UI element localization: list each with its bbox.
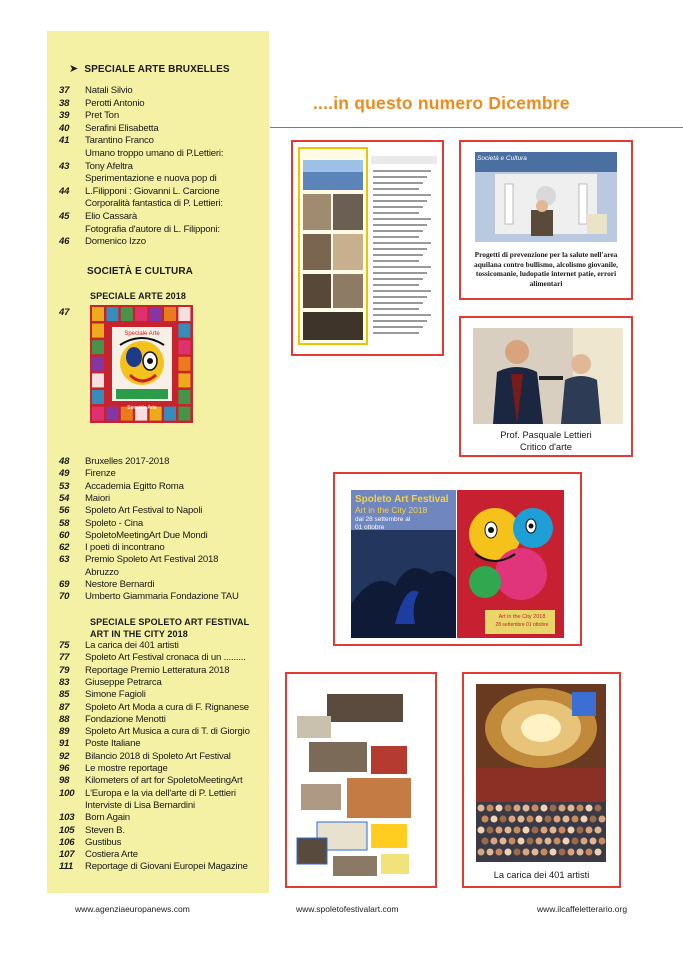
toc-entry-title: Spoleto Art Festival to Napoli	[85, 505, 203, 517]
toc-entry[interactable]	[59, 542, 165, 554]
toc-entry-title: Reportage di Giovani Europei Magazine	[85, 861, 248, 873]
toc-page-number: 58	[59, 517, 70, 529]
toc-entry-title: Nestore Bernardi	[85, 579, 155, 590]
toc-entry-title: Premio Spoleto Art Festival 2018	[85, 554, 219, 566]
toc-page-number: 44	[59, 185, 70, 197]
toc-entry-title: Simone Fagioli	[85, 689, 146, 701]
toc-entry[interactable]	[59, 640, 179, 652]
toc-entry[interactable]	[59, 763, 168, 775]
toc-page-number: 62	[59, 542, 70, 554]
poster-art	[90, 305, 193, 423]
toc-page-number: 96	[59, 763, 70, 774]
toc-entry-title: Umano troppo umano di P.Lettieri:	[85, 148, 224, 159]
section-header-bruxelles: ➤ SPECIALE ARTE BRUXELLES	[69, 63, 230, 75]
toc-entry-title: Natali Silvio	[85, 85, 133, 96]
toc-entry-title: Abruzzo	[85, 566, 119, 578]
toc-page-number: 69	[59, 579, 70, 590]
toc-page-number: 85	[59, 689, 70, 701]
footer-link-spoletofestivalart[interactable]: www.spoletofestivalart.com	[296, 904, 399, 914]
toc-page-number: 60	[59, 529, 70, 541]
toc-entry[interactable]	[59, 825, 125, 837]
toc-entry-title: Corporalità fantastica di P. Lettieri:	[85, 198, 223, 210]
panel-spoleto-festival[interactable]	[333, 472, 582, 646]
toc-entry-title: Interviste di Lisa Bernardini	[85, 799, 195, 811]
toc-page-number: 88	[59, 713, 70, 725]
svg-text:Speciale Arte: Speciale Arte	[127, 405, 157, 411]
toc-entry-poster[interactable]: 47	[59, 307, 70, 318]
toc-entry-title: Tony Afeltra	[85, 160, 133, 172]
toc-page-number: 83	[59, 676, 70, 688]
toc-entry-title: Domenico Izzo	[85, 236, 146, 248]
toc-entry[interactable]	[59, 161, 133, 173]
toc-entry[interactable]	[59, 726, 250, 738]
spread-image	[293, 142, 442, 354]
prof-photo	[473, 328, 623, 424]
section-subheader-art-in-the-city: ART IN THE CITY 2018	[90, 629, 188, 639]
toc-page-number: 63	[59, 554, 70, 566]
toc-entry-title: I poeti di incontrano	[85, 542, 165, 554]
toc-entry[interactable]	[59, 861, 248, 873]
toc-page-number: 75	[59, 640, 70, 651]
section-header-speciale-arte: SPECIALE ARTE 2018	[90, 291, 186, 301]
arrow-icon: ➤	[69, 63, 79, 75]
toc-entry[interactable]	[59, 775, 243, 787]
toc-page-number: 103	[59, 812, 75, 824]
toc-page-number: 98	[59, 775, 70, 787]
societa-label: Società e Cultura	[477, 155, 527, 162]
toc-entry-title: L.Filipponi : Giovanni L. Carcione	[85, 185, 220, 197]
toc-page-number: 106	[59, 836, 75, 848]
prof-name: Prof. Pasquale Lettieri	[500, 430, 592, 440]
toc-entry[interactable]	[59, 456, 169, 468]
toc-entry-title: L'Europa e la via dell'arte di P. Lettieri	[85, 787, 236, 799]
toc-page-number: 38	[59, 97, 70, 109]
toc-entry[interactable]	[59, 738, 140, 750]
toc-entry-title: SpoletoMeetingArt Due Mondi	[85, 529, 208, 541]
toc-page-number: 91	[59, 738, 70, 750]
theatre-photo	[476, 684, 631, 866]
toc-entry[interactable]	[59, 800, 195, 812]
table-of-contents	[47, 31, 269, 893]
toc-entry-title: Firenze	[85, 468, 116, 480]
toc-page-number: 48	[59, 456, 70, 467]
footer-link-ilcaffeletterario[interactable]: www.ilcaffeletterario.org	[537, 904, 628, 914]
toc-page-number: 105	[59, 824, 75, 836]
toc-page-number: 39	[59, 110, 70, 122]
toc-entry[interactable]	[59, 788, 236, 800]
toc-entry-title: Perotti Antonio	[85, 97, 145, 109]
toc-entry[interactable]	[59, 148, 223, 160]
toc-entry[interactable]	[59, 702, 249, 714]
toc-entry[interactable]	[59, 751, 231, 763]
toc-entry[interactable]	[59, 554, 218, 566]
toc-entry[interactable]	[59, 849, 138, 861]
toc-entry-title: Bruxelles 2017-2018	[85, 456, 170, 467]
toc-entry-title: Accademia Egitto Roma	[85, 480, 184, 492]
societa-image	[475, 152, 645, 252]
toc-entry-title: Costiera Arte	[85, 849, 138, 861]
festival-dates: dal 28 settembre al 01 ottobre	[355, 516, 411, 531]
toc-entry[interactable]	[59, 110, 119, 122]
toc-entry-title: Giuseppe Petrarca	[85, 676, 162, 688]
toc-entry-title: Maiori	[85, 492, 110, 504]
festival-poster-text: Art in the City 2018	[498, 614, 546, 620]
page-title: ....in questo numero Dicembre	[313, 93, 570, 113]
toc-entry-title: Born Again	[85, 812, 130, 824]
toc-entry-title: Elio Cassarà	[85, 211, 137, 222]
toc-entry-title: Bilancio 2018 di Spoleto Art Festival	[85, 750, 231, 762]
toc-entry[interactable]	[59, 211, 137, 223]
toc-page-number: 77	[59, 652, 70, 664]
toc-page-number: 37	[59, 85, 70, 96]
toc-entry-title: Tarantino Franco	[85, 135, 154, 147]
toc-entry-title: Spoleto Art Festival cronaca di un .........	[85, 652, 246, 664]
toc-page-number: 40	[59, 122, 70, 134]
footer-link-agenziaeuropanews[interactable]: www.agenziaeuropanews.com	[75, 904, 190, 914]
toc-page-number: 92	[59, 750, 70, 762]
title-divider	[270, 127, 683, 128]
panel-societa-cultura[interactable]	[459, 140, 633, 300]
toc-entry[interactable]	[59, 236, 146, 248]
toc-page-number: 107	[59, 849, 75, 861]
toc-entry-title: Fotografia d'autore di L. Filipponi:	[85, 223, 220, 235]
carica-caption: La carica dei 401 artisti	[493, 870, 590, 880]
toc-entry[interactable]	[59, 689, 146, 701]
toc-entry-title: Steven B.	[85, 824, 125, 836]
toc-page-number: 49	[59, 468, 70, 480]
toc-page-number: 56	[59, 505, 70, 517]
toc-entry[interactable]	[59, 591, 239, 603]
toc-page-number: 89	[59, 726, 70, 738]
toc-entry[interactable]	[59, 530, 208, 542]
toc-entry-title: Spoleto - Cina	[85, 517, 143, 529]
toc-entry-title: Kilometers of art for SpoletoMeetingArt	[85, 775, 243, 787]
toc-entry-title: Spoleto Art Moda a cura di F. Rignanese	[85, 701, 249, 713]
toc-entry[interactable]	[59, 652, 246, 664]
toc-entry-title: Serafini Elisabetta	[85, 122, 159, 134]
toc-entry-title: Pret Ton	[85, 110, 119, 122]
toc-page-number: 87	[59, 701, 70, 713]
toc-entry[interactable]	[59, 493, 110, 505]
toc-page-number: 54	[59, 492, 70, 504]
societa-caption: Progetti di prevenzione per la salute nell'area aquilana contro bullismo, alcolismo giovanile, tossicomanie, ludopatie internet patie, errori alimentari	[474, 250, 618, 288]
toc-entry-title: Sperimentazione e nuova pop di	[85, 173, 217, 185]
toc-page-number: 111	[59, 861, 73, 873]
toc-entry[interactable]	[59, 98, 144, 110]
toc-entry-title: Gustibus	[85, 836, 122, 848]
toc-entry-title: Poste Italiane	[85, 738, 141, 750]
toc-entry-title: La carica dei 401 artisti	[85, 640, 179, 651]
toc-page-number: 100	[59, 787, 75, 799]
svg-text:Speciale Arte: Speciale Arte	[124, 331, 160, 337]
toc-page-number: 46	[59, 236, 70, 248]
panel-speciale-arte-spread[interactable]	[291, 140, 444, 356]
toc-entry[interactable]	[59, 505, 202, 517]
toc-entry[interactable]	[59, 518, 143, 530]
toc-entry[interactable]	[59, 468, 116, 480]
toc-entry[interactable]	[59, 198, 223, 210]
toc-page-number: 41	[59, 135, 70, 147]
toc-entry[interactable]	[59, 812, 130, 824]
prof-role: Critico d'arte	[520, 442, 572, 452]
festival-subtitle: Art in the City 2018	[355, 505, 428, 515]
toc-entry[interactable]	[59, 173, 217, 185]
toc-page-number: 45	[59, 211, 70, 222]
panel-carica-401[interactable]	[462, 672, 621, 888]
festival-title: Spoleto Art Festival	[355, 494, 449, 505]
speciale-arte-poster[interactable]	[90, 305, 193, 423]
section-header-festival: SPECIALE SPOLETO ART FESTIVAL	[90, 617, 250, 627]
toc-entry-title: Le mostre reportage	[85, 763, 168, 774]
panel-reportage-spread[interactable]	[285, 672, 437, 888]
toc-page-number: 70	[59, 591, 70, 603]
toc-entry[interactable]	[59, 837, 121, 849]
toc-entry[interactable]	[59, 135, 154, 147]
toc-entry-title: Reportage Premio Letteratura 2018	[85, 664, 230, 676]
section-header-societa: SOCIETÀ E CULTURA	[87, 266, 193, 277]
toc-entry[interactable]	[59, 123, 159, 135]
panel-prof-lettieri[interactable]	[459, 316, 633, 457]
toc-entry[interactable]	[59, 224, 220, 236]
toc-page-number: 79	[59, 664, 70, 676]
toc-entry-title: Fondazione Menotti	[85, 713, 166, 725]
reportage-image	[287, 674, 435, 886]
toc-entry[interactable]	[59, 665, 229, 677]
toc-page-number: 43	[59, 160, 70, 172]
toc-entry[interactable]	[59, 677, 162, 689]
toc-page-number: 53	[59, 480, 70, 492]
toc-entry-title: Umberto Giammaria Fondazione TAU	[85, 591, 239, 603]
toc-entry[interactable]	[59, 579, 154, 591]
toc-entry[interactable]	[59, 85, 133, 97]
toc-entry[interactable]	[59, 481, 184, 493]
toc-entry[interactable]	[59, 714, 166, 726]
festival-poster-dates: 28 settembre 01 ottobre	[495, 622, 549, 628]
toc-entry[interactable]	[59, 186, 220, 198]
toc-entry-title: Spoleto Art Musica a cura di T. di Giorgio	[85, 726, 250, 738]
toc-entry[interactable]	[59, 567, 119, 579]
